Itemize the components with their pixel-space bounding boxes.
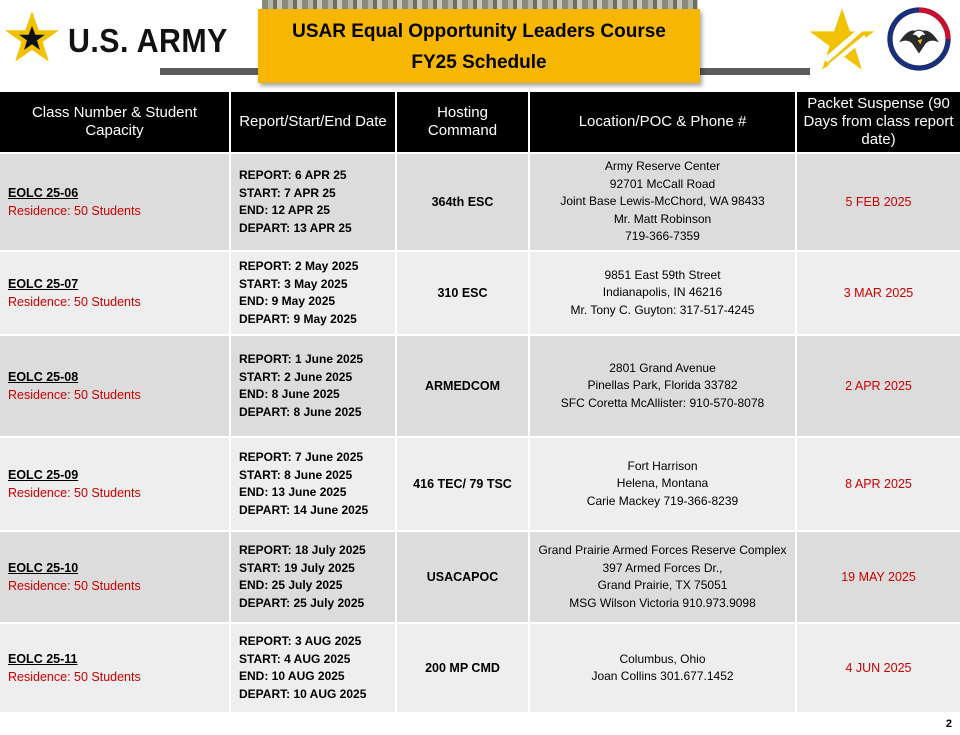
end-date: END: 10 AUG 2025 bbox=[239, 669, 345, 683]
host-command: 364th ESC bbox=[397, 152, 530, 250]
class-cell bbox=[0, 530, 231, 622]
host-command: ARMEDCOM bbox=[397, 334, 530, 436]
location-line: 397 Armed Forces Dr., bbox=[602, 560, 723, 575]
start-date: START: 19 July 2025 bbox=[239, 560, 355, 575]
location-line: SFC Coretta McAllister: 910-570-8078 bbox=[560, 395, 765, 410]
class-id: EOLC 25-09 bbox=[8, 468, 79, 482]
class-id: EOLC 25-08 bbox=[8, 370, 79, 384]
army-logo-text: U.S. ARMY bbox=[68, 22, 228, 59]
table-row bbox=[0, 334, 960, 436]
location-line: MSG Wilson Victoria 910.973.9098 bbox=[569, 595, 756, 610]
packet-suspense: 5 FEB 2025 bbox=[797, 152, 960, 250]
location-cell bbox=[530, 622, 797, 712]
location-line: Columbus, Ohio bbox=[619, 651, 706, 666]
table-row bbox=[0, 530, 960, 622]
gold-star-icon bbox=[808, 7, 876, 73]
packet-suspense: 3 MAR 2025 bbox=[797, 250, 960, 334]
class-cell bbox=[0, 152, 231, 250]
table-row bbox=[0, 622, 960, 712]
location-line: 92701 McCall Road bbox=[609, 176, 716, 191]
dates-cell bbox=[231, 250, 397, 334]
dates-cell bbox=[231, 436, 397, 530]
depart-date: DEPART: 8 June 2025 bbox=[239, 404, 362, 419]
location-line: Carie Mackey 719-366-8239 bbox=[586, 493, 739, 508]
table-header-row bbox=[0, 92, 960, 152]
location-line: 719-366-7359 bbox=[625, 229, 700, 244]
dates-cell bbox=[231, 622, 397, 712]
packet-suspense: 19 MAY 2025 bbox=[797, 530, 960, 622]
column-header-location: Location/POC & Phone # bbox=[530, 92, 797, 152]
class-cell bbox=[0, 622, 231, 712]
start-date: START: 3 May 2025 bbox=[239, 276, 348, 291]
table-row bbox=[0, 152, 960, 250]
report-date: REPORT: 1 June 2025 bbox=[239, 352, 364, 366]
location-line: Grand Prairie, TX 75051 bbox=[597, 578, 728, 592]
class-capacity: Residence: 50 Students bbox=[8, 204, 141, 218]
title-banner bbox=[258, 9, 700, 83]
page-subtitle: FY25 Schedule bbox=[411, 52, 547, 73]
location-line: 2801 Grand Avenue bbox=[609, 360, 716, 375]
report-date: REPORT: 7 June 2025 bbox=[239, 450, 364, 464]
schedule-table bbox=[0, 92, 960, 712]
page-title: USAR Equal Opportunity Leaders Course bbox=[292, 21, 666, 42]
table-row bbox=[0, 250, 960, 334]
end-date: END: 8 June 2025 bbox=[239, 387, 340, 401]
class-capacity: Residence: 50 Students bbox=[8, 486, 141, 500]
location-line: Pinellas Park, Florida 33782 bbox=[587, 378, 738, 393]
class-cell bbox=[0, 250, 231, 334]
class-capacity: Residence: 50 Students bbox=[8, 579, 141, 593]
class-id: EOLC 25-06 bbox=[8, 186, 79, 200]
packet-suspense: 2 APR 2025 bbox=[797, 334, 960, 436]
end-date: END: 12 APR 25 bbox=[239, 203, 330, 217]
host-command: USACAPOC bbox=[397, 530, 530, 622]
class-capacity: Residence: 50 Students bbox=[8, 670, 141, 684]
column-header-host: Hosting Command bbox=[397, 92, 530, 152]
location-cell bbox=[530, 250, 797, 334]
army-star-icon bbox=[4, 9, 60, 65]
column-header-class: Class Number & Student Capacity bbox=[0, 92, 231, 152]
class-id: EOLC 25-07 bbox=[8, 277, 79, 291]
host-command: 310 ESC bbox=[397, 250, 530, 334]
location-line: Joan Collins 301.677.1452 bbox=[591, 669, 734, 683]
dates-cell bbox=[231, 530, 397, 622]
host-command: 416 TEC/ 79 TSC bbox=[397, 436, 530, 530]
depart-date: DEPART: 9 May 2025 bbox=[239, 311, 357, 326]
report-date: REPORT: 18 July 2025 bbox=[239, 543, 366, 557]
report-date: REPORT: 2 May 2025 bbox=[239, 259, 359, 273]
location-line: Fort Harrison bbox=[627, 458, 698, 473]
location-line: 9851 East 59th Street bbox=[604, 267, 721, 282]
end-date: END: 25 July 2025 bbox=[239, 578, 343, 592]
depart-date: DEPART: 13 APR 25 bbox=[239, 220, 352, 235]
depart-date: DEPART: 25 July 2025 bbox=[239, 595, 365, 610]
location-line: Mr. Matt Robinson bbox=[613, 211, 712, 226]
depart-date: DEPART: 10 AUG 2025 bbox=[239, 686, 367, 701]
location-line: Mr. Tony C. Guyton: 317-517-4245 bbox=[570, 302, 755, 317]
class-id: EOLC 25-10 bbox=[8, 561, 79, 575]
location-line: Joint Base Lewis-McChord, WA 98433 bbox=[560, 194, 765, 209]
class-id: EOLC 25-11 bbox=[8, 652, 78, 666]
dates-cell bbox=[231, 334, 397, 436]
usar-eagle-seal-icon bbox=[886, 6, 952, 72]
class-cell bbox=[0, 436, 231, 530]
depart-date: DEPART: 14 June 2025 bbox=[239, 502, 369, 517]
end-date: END: 13 June 2025 bbox=[239, 485, 347, 499]
report-date: REPORT: 3 AUG 2025 bbox=[239, 634, 362, 648]
column-header-suspense: Packet Suspense (90 Days from class report date) bbox=[797, 92, 960, 152]
location-line: Indianapolis, IN 46216 bbox=[602, 285, 723, 300]
start-date: START: 4 AUG 2025 bbox=[239, 651, 351, 666]
location-cell bbox=[530, 530, 797, 622]
start-date: START: 2 June 2025 bbox=[239, 369, 353, 384]
table-row bbox=[0, 436, 960, 530]
packet-suspense: 8 APR 2025 bbox=[797, 436, 960, 530]
packet-suspense: 4 JUN 2025 bbox=[797, 622, 960, 712]
start-date: START: 7 APR 25 bbox=[239, 185, 336, 200]
location-line: Army Reserve Center bbox=[604, 159, 721, 174]
host-command: 200 MP CMD bbox=[397, 622, 530, 712]
page-number: 2 bbox=[945, 718, 952, 730]
dates-cell bbox=[231, 152, 397, 250]
location-line: Helena, Montana bbox=[616, 476, 709, 491]
class-capacity: Residence: 50 Students bbox=[8, 295, 141, 309]
report-date: REPORT: 6 APR 25 bbox=[239, 168, 347, 182]
page-header bbox=[0, 0, 960, 92]
end-date: END: 9 May 2025 bbox=[239, 294, 336, 308]
location-cell bbox=[530, 152, 797, 250]
class-cell bbox=[0, 334, 231, 436]
class-capacity: Residence: 50 Students bbox=[8, 388, 141, 402]
column-header-dates: Report/Start/End Date bbox=[231, 92, 397, 152]
location-cell bbox=[530, 334, 797, 436]
location-cell bbox=[530, 436, 797, 530]
location-line: Grand Prairie Armed Forces Reserve Complex bbox=[538, 543, 787, 557]
start-date: START: 8 June 2025 bbox=[239, 467, 353, 482]
